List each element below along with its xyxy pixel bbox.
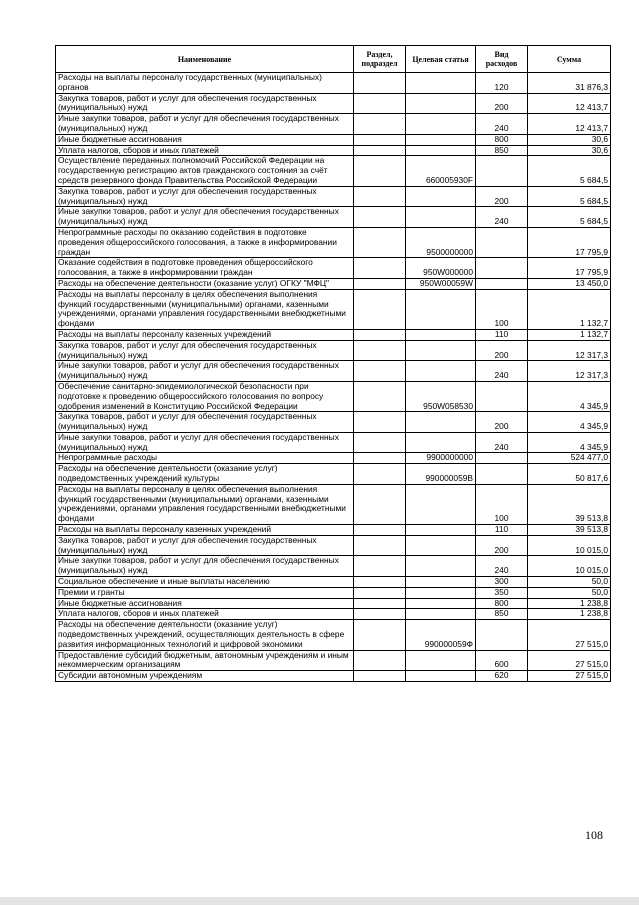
table-row [56, 329, 611, 340]
cell-summa: 50,0 [528, 587, 611, 598]
cell-vid: 200 [476, 412, 528, 433]
cell-razdel [354, 525, 406, 536]
cell-vid: 240 [476, 207, 528, 228]
cell-name: Расходы на выплаты персоналу в целях обеспечения выполнения функций государственными (муниципальными) органами, казенными учреждениями, органами управления государственными внебюджетными фондами [56, 289, 354, 329]
cell-summa: 4 345,9 [528, 381, 611, 411]
cell-vid: 200 [476, 93, 528, 114]
cell-name: Предоставление субсидий бюджетным, автономным учреждениям и иным некоммерческим организациям [56, 650, 354, 671]
cell-name: Закупка товаров, работ и услуг для обеспечения государственных (муниципальных) нужд [56, 340, 354, 361]
table-row [56, 464, 611, 485]
cell-razdel [354, 671, 406, 682]
cell-summa: 12 317,3 [528, 340, 611, 361]
cell-razdel [354, 73, 406, 94]
cell-name: Закупка товаров, работ и услуг для обеспечения государственных (муниципальных) нужд [56, 535, 354, 556]
table-row [56, 587, 611, 598]
cell-name: Иные закупки товаров, работ и услуг для обеспечения государственных (муниципальных) нужд [56, 114, 354, 135]
cell-name: Субсидии автономным учреждениям [56, 671, 354, 682]
cell-celevaya [406, 484, 476, 524]
table-row [56, 432, 611, 453]
table-row [56, 340, 611, 361]
cell-summa: 17 795,9 [528, 258, 611, 279]
cell-razdel [354, 650, 406, 671]
cell-celevaya [406, 114, 476, 135]
cell-vid: 240 [476, 556, 528, 577]
table-row [56, 289, 611, 329]
cell-vid: 850 [476, 145, 528, 156]
cell-vid: 240 [476, 432, 528, 453]
cell-summa: 5 684,5 [528, 156, 611, 186]
table-row [56, 609, 611, 620]
cell-summa: 1 238,8 [528, 598, 611, 609]
cell-vid [476, 227, 528, 257]
table-row [56, 156, 611, 186]
cell-summa: 5 684,5 [528, 186, 611, 207]
cell-vid: 240 [476, 114, 528, 135]
cell-celevaya: 990000059Ф [406, 620, 476, 650]
cell-razdel [354, 556, 406, 577]
cell-name: Закупка товаров, работ и услуг для обеспечения государственных (муниципальных) нужд [56, 412, 354, 433]
cell-celevaya [406, 412, 476, 433]
header-summa: Сумма [528, 46, 611, 73]
cell-razdel [354, 340, 406, 361]
cell-razdel [354, 464, 406, 485]
cell-vid: 300 [476, 577, 528, 588]
table-row [56, 453, 611, 464]
cell-razdel [354, 361, 406, 382]
cell-name: Иные закупки товаров, работ и услуг для обеспечения государственных (муниципальных) нужд [56, 432, 354, 453]
cell-razdel [354, 598, 406, 609]
cell-celevaya [406, 556, 476, 577]
cell-vid [476, 278, 528, 289]
table-row [56, 227, 611, 257]
cell-summa: 10 015,0 [528, 535, 611, 556]
cell-name: Расходы на выплаты персоналу казенных учреждений [56, 525, 354, 536]
cell-razdel [354, 453, 406, 464]
cell-summa: 50,0 [528, 577, 611, 588]
cell-name: Закупка товаров, работ и услуг для обеспечения государственных (муниципальных) нужд [56, 186, 354, 207]
table-row [56, 186, 611, 207]
cell-vid: 200 [476, 340, 528, 361]
cell-razdel [354, 186, 406, 207]
header-name: Наименование [56, 46, 354, 73]
cell-celevaya: 9900000000 [406, 453, 476, 464]
cell-celevaya [406, 525, 476, 536]
cell-vid: 100 [476, 484, 528, 524]
cell-summa: 524 477,0 [528, 453, 611, 464]
cell-celevaya [406, 650, 476, 671]
cell-razdel [354, 620, 406, 650]
cell-razdel [354, 577, 406, 588]
table-row [56, 620, 611, 650]
cell-celevaya: 950W058530 [406, 381, 476, 411]
cell-celevaya: 660005930F [406, 156, 476, 186]
cell-summa: 5 684,5 [528, 207, 611, 228]
cell-name: Иные закупки товаров, работ и услуг для обеспечения государственных (муниципальных) нужд [56, 556, 354, 577]
table-row [56, 650, 611, 671]
cell-name: Расходы на обеспечение деятельности (оказание услуг) ОГКУ "МФЦ" [56, 278, 354, 289]
table-row [56, 145, 611, 156]
table-row [56, 207, 611, 228]
page-number: 108 [585, 828, 603, 842]
cell-name: Иные закупки товаров, работ и услуг для обеспечения государственных (муниципальных) нужд [56, 361, 354, 382]
cell-celevaya [406, 289, 476, 329]
header-vid: Вид расходов [476, 46, 528, 73]
table-row [56, 278, 611, 289]
cell-celevaya [406, 93, 476, 114]
cell-name: Уплата налогов, сборов и иных платежей [56, 145, 354, 156]
cell-summa: 12 317,3 [528, 361, 611, 382]
table-row [56, 361, 611, 382]
cell-name: Расходы на обеспечение деятельности (оказание услуг) подведомственных учреждений культуры [56, 464, 354, 485]
cell-name: Иные закупки товаров, работ и услуг для обеспечения государственных (муниципальных) нужд [56, 207, 354, 228]
cell-celevaya: 950W000000 [406, 258, 476, 279]
table-row [56, 577, 611, 588]
cell-celevaya [406, 134, 476, 145]
cell-celevaya [406, 587, 476, 598]
cell-name: Оказание содействия в подготовке проведения общероссийского голосования, а также в информировании граждан [56, 258, 354, 279]
cell-razdel [354, 93, 406, 114]
cell-razdel [354, 227, 406, 257]
cell-razdel [354, 134, 406, 145]
cell-vid: 100 [476, 289, 528, 329]
table-row [56, 73, 611, 94]
table-row [56, 134, 611, 145]
cell-name: Премии и гранты [56, 587, 354, 598]
cell-summa: 4 345,9 [528, 432, 611, 453]
table-row [56, 381, 611, 411]
cell-razdel [354, 609, 406, 620]
header-celevaya: Целевая статья [406, 46, 476, 73]
cell-name: Расходы на выплаты персоналу государственных (муниципальных) органов [56, 73, 354, 94]
table-body [56, 73, 611, 682]
cell-razdel [354, 258, 406, 279]
cell-celevaya [406, 535, 476, 556]
cell-vid [476, 381, 528, 411]
cell-celevaya [406, 598, 476, 609]
cell-razdel [354, 289, 406, 329]
table-row [56, 258, 611, 279]
table-header-row [56, 46, 611, 73]
cell-name: Расходы на обеспечение деятельности (оказание услуг) подведомственных учреждений, осуществляющих деятельность в сфере развития информационных технологий и цифровой экономики [56, 620, 354, 650]
table-row [56, 535, 611, 556]
cell-name: Уплата налогов, сборов и иных платежей [56, 609, 354, 620]
cell-name: Иные бюджетные ассигнования [56, 134, 354, 145]
cell-vid [476, 464, 528, 485]
cell-razdel [354, 535, 406, 556]
cell-celevaya [406, 329, 476, 340]
cell-celevaya [406, 207, 476, 228]
cell-summa: 39 513,8 [528, 525, 611, 536]
cell-celevaya [406, 432, 476, 453]
cell-summa: 27 515,0 [528, 671, 611, 682]
cell-vid: 110 [476, 525, 528, 536]
cell-celevaya [406, 609, 476, 620]
header-razdel: Раздел, подраздел [354, 46, 406, 73]
cell-celevaya [406, 361, 476, 382]
table-row [56, 598, 611, 609]
cell-summa: 30,6 [528, 145, 611, 156]
cell-summa: 1 132,7 [528, 289, 611, 329]
cell-vid: 240 [476, 361, 528, 382]
table-row [56, 484, 611, 524]
cell-vid: 200 [476, 186, 528, 207]
cell-vid: 850 [476, 609, 528, 620]
cell-celevaya [406, 186, 476, 207]
cell-name: Осуществление переданных полномочий Российской Федерации на государственную регистрацию актов гражданского состояния за счёт средств резервного фонда Правительства Российской Федерации [56, 156, 354, 186]
cell-celevaya [406, 340, 476, 361]
cell-summa: 30,6 [528, 134, 611, 145]
cell-summa: 27 515,0 [528, 620, 611, 650]
table-row [56, 556, 611, 577]
cell-celevaya [406, 145, 476, 156]
cell-celevaya: 9500000000 [406, 227, 476, 257]
cell-razdel [354, 432, 406, 453]
cell-name: Расходы на выплаты персоналу в целях обеспечения выполнения функций государственными (муниципальными) органами, казенными учреждениями, органами управления государственными внебюджетными фондами [56, 484, 354, 524]
cell-vid [476, 258, 528, 279]
cell-vid [476, 620, 528, 650]
cell-razdel [354, 114, 406, 135]
cell-name: Обеспечение санитарно-эпидемиологической безопасности при подготовке к проведению общероссийского голосования по вопросу одобрения изменений в Конституцию Российской Федерации [56, 381, 354, 411]
cell-summa: 50 817,6 [528, 464, 611, 485]
cell-razdel [354, 156, 406, 186]
cell-razdel [354, 329, 406, 340]
cell-celevaya [406, 73, 476, 94]
table-row [56, 671, 611, 682]
cell-summa: 10 015,0 [528, 556, 611, 577]
cell-celevaya: 950W00059W [406, 278, 476, 289]
cell-razdel [354, 484, 406, 524]
scan-bottom-edge [0, 897, 639, 905]
cell-summa: 13 450,0 [528, 278, 611, 289]
cell-summa: 1 132,7 [528, 329, 611, 340]
cell-summa: 12 413,7 [528, 114, 611, 135]
cell-summa: 12 413,7 [528, 93, 611, 114]
budget-table [55, 45, 611, 682]
cell-summa: 4 345,9 [528, 412, 611, 433]
cell-name: Непрограммные расходы по оказанию содействия в подготовке проведения общероссийского голосования, а также в информировании граждан [56, 227, 354, 257]
cell-name: Иные бюджетные ассигнования [56, 598, 354, 609]
cell-summa: 27 515,0 [528, 650, 611, 671]
cell-name: Непрограммные расходы [56, 453, 354, 464]
cell-celevaya: 990000059В [406, 464, 476, 485]
cell-razdel [354, 207, 406, 228]
cell-name: Закупка товаров, работ и услуг для обеспечения государственных (муниципальных) нужд [56, 93, 354, 114]
cell-vid [476, 453, 528, 464]
table-row [56, 93, 611, 114]
cell-vid: 800 [476, 134, 528, 145]
cell-name: Социальное обеспечение и иные выплаты населению [56, 577, 354, 588]
cell-razdel [354, 278, 406, 289]
cell-vid [476, 156, 528, 186]
cell-razdel [354, 587, 406, 598]
cell-celevaya [406, 577, 476, 588]
cell-razdel [354, 145, 406, 156]
cell-vid: 620 [476, 671, 528, 682]
cell-vid: 800 [476, 598, 528, 609]
cell-summa: 39 513,8 [528, 484, 611, 524]
cell-summa: 1 238,8 [528, 609, 611, 620]
cell-summa: 17 795,9 [528, 227, 611, 257]
cell-summa: 31 876,3 [528, 73, 611, 94]
cell-razdel [354, 412, 406, 433]
cell-vid: 200 [476, 535, 528, 556]
cell-vid: 120 [476, 73, 528, 94]
cell-vid: 110 [476, 329, 528, 340]
cell-celevaya [406, 671, 476, 682]
cell-name: Расходы на выплаты персоналу казенных учреждений [56, 329, 354, 340]
table-row [56, 412, 611, 433]
table-row [56, 114, 611, 135]
cell-vid: 600 [476, 650, 528, 671]
table-row [56, 525, 611, 536]
cell-vid: 350 [476, 587, 528, 598]
cell-razdel [354, 381, 406, 411]
